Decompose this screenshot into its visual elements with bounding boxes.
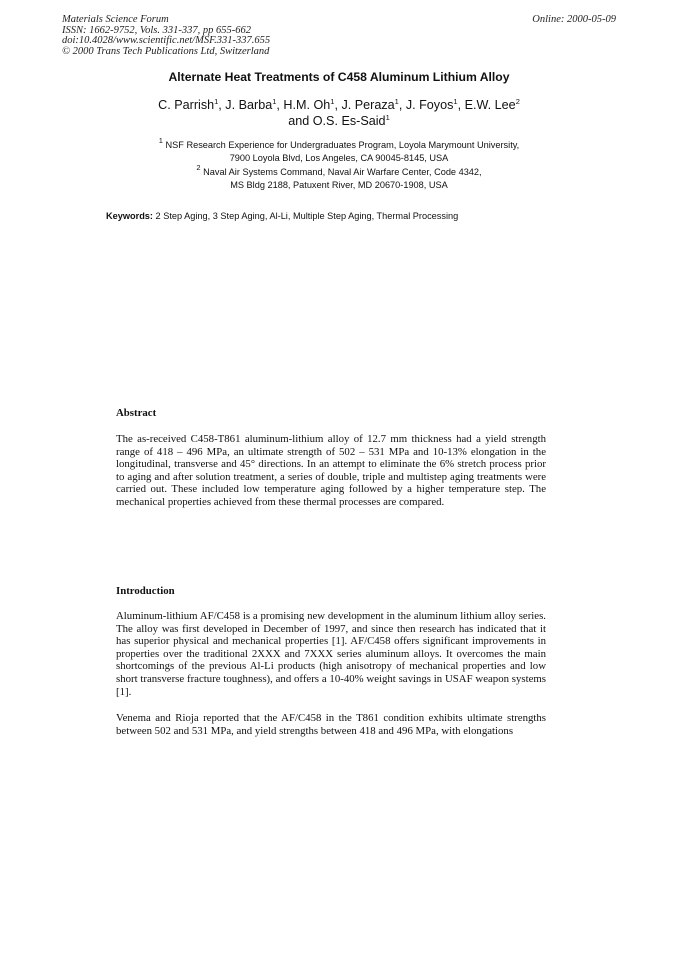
copyright-line: © 2000 Trans Tech Publications Ltd, Switzerland: [62, 45, 270, 57]
affiliation-2: $^2$ Naval Air Systems Command, Naval Air Warfare Center, Code 4342, MS Bldg 2188, Patuxent River, MD 20670-1908, USA: [196, 163, 482, 190]
intro-paragraph-1: Aluminum-lithium AF/C458 is a promising new development in the aluminum lithium alloy series. The alloy was first developed in December of 1997, and since then research has indicated that it has superior physical and mechanical properties [1]. AF/C458 offers significant improvements in properties over the traditional 2XXX and 7XXX series aluminum alloys. It overcomes the main shortcomings of the previous Al-Li products (high anisotropy of mechanical properties and low short transverse fracture toughness), and offers a 10-40% weight savings in USAF weapon systems [1].: [116, 610, 546, 698]
author: J. Foyos$^1$,: [405, 97, 465, 112]
author: H.M. Oh$^1$,: [283, 97, 342, 112]
paper-title: Alternate Heat Treatments of C458 Aluminum Lithium Alloy: [168, 70, 510, 84]
introduction-heading: Introduction: [116, 585, 175, 597]
doi-line: doi:10.4028/www.scientific.net/MSF.331-337.655: [62, 35, 271, 46]
author: J. Peraza$^1$,: [341, 97, 406, 112]
author: C. Parrish$^1$,: [158, 97, 226, 112]
author: J. Barba$^1$,: [225, 97, 284, 112]
author: E.W. Lee$^2$: [464, 97, 520, 112]
affiliation-1: $^1$ NSF Research Experience for Undergraduates Program, Loyola Marymount University, 7900 Loyola Blvd, Los Angeles, CA 90045-8145, USA: [158, 136, 520, 163]
author-line-2: [0, 113, 678, 129]
issn-line: ISSN: 1662-9752, Vols. 331-337, pp 655-662: [62, 24, 251, 36]
author-line-1: [0, 97, 678, 113]
keywords-label: Keywords:: [106, 211, 153, 221]
author-list: [0, 97, 678, 129]
journal-name: Materials Science Forum: [62, 14, 169, 25]
abstract-heading: Abstract: [116, 407, 157, 419]
author: and O.S. Es-Said$^1$: [288, 113, 390, 128]
keywords-text: 2 Step Aging, 3 Step Aging, Al-Li, Multiple Step Aging, Thermal Processing: [155, 211, 459, 221]
journal-header: [62, 15, 616, 57]
abstract-text: The as-received C458-T861 aluminum-lithium alloy of 12.7 mm thickness had a yield strength range of 418 – 496 MPa, an ultimate strength of 502 – 531 MPa and 10-13% elongation in the longitudinal, transverse and 45° directions. In an attempt to eliminate the 6% stretch process prior to aging and after solution treatment, a series of double, triple and multistep aging treatments were carried out. These included low temperature aging followed by a higher temperature step. The mechanical properties achieved from these thermal processes are compared.: [116, 433, 546, 508]
keywords: [106, 211, 458, 221]
online-date: Online: 2000-05-09: [532, 14, 616, 25]
intro-paragraph-2: Venema and Rioja reported that the AF/C458 in the T861 condition exhibits ultimate strengths between 502 and 531 MPa, and yield strengths between 418 and 496 MPa, with elongations: [116, 712, 546, 737]
